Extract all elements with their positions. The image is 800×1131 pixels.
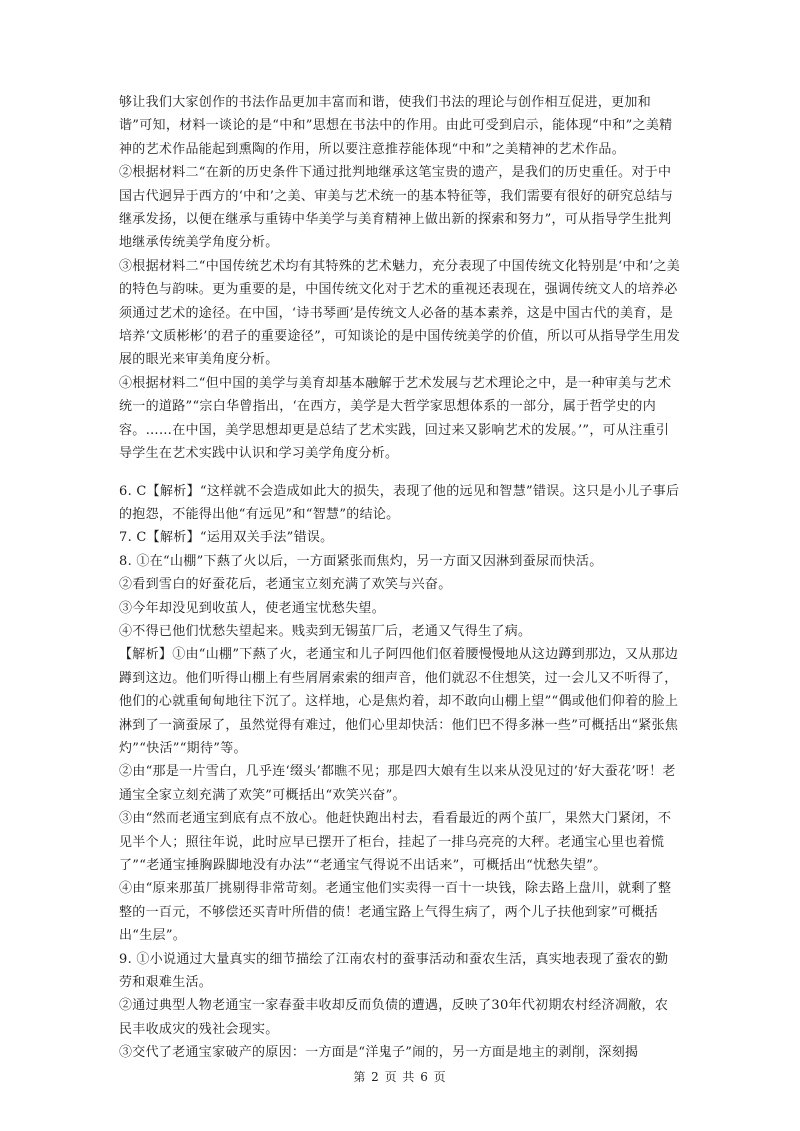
document-body xyxy=(119,91,681,1065)
analysis-8-part-4: ④由“原来那茧厂挑剔得非常苛刻。老通宝他们实卖得一百十一块钱，除去路上盘川，就剩了整整的一百元，不够偿还买青叶所借的债！老通宝路上气得生病了，两个儿子扶他到家”可概括出“生层”。 xyxy=(119,881,672,944)
answer-7: 7. C【解析】“运用双关手法”错误。 xyxy=(119,530,334,546)
paragraph-2: ②根据材料二“在新的历史条件下通过批判地继承这笔宝贵的遗产，是我们的历史重任。对于中国古代迥异于西方的‘中和’之美、审美与艺术统一的基本特征等，我们需要有很好的研究总结与继承发扬，以便在继承与重铸中华美学与美育精神上做出新的探索和努力”，可从指导学生批判地继承传统美学角度分析。 xyxy=(119,165,674,251)
paragraph-4: ④根据材料二“但中国的美学与美育却基本融解于艺术发展与艺术理论之中，是一种审美与艺术统一的道路”“宗白华曾指出，‘在西方，美学是大哲学家思想体系的一部分，属于哲学史的内容。……在中国，美学思想却更是总结了艺术实践，回过来又影响艺术的发展。’”，可从注重引导学生在艺术实践中认识和学习美学角度分析。 xyxy=(119,375,672,462)
answer-9: 9. ①小说通过大量真实的细节描绘了江南农村的蚕事活动和蚕农生活，真实地表现了蚕农的勤劳和艰难生活。 xyxy=(119,951,669,991)
answer-8-point-3: ③今年却没见到收茧人，使老通宝忧愁失望。 xyxy=(119,600,386,616)
page-number: 第 2 页 共 6 页 xyxy=(353,1070,447,1084)
answer-6: 6. C【解析】“这样就不会造成如此大的损失，表现了他的远见和智慧”错误。这只是小儿子事后的抱怨，不能得出他“有远见”和“智慧”的结论。 xyxy=(119,483,680,522)
analysis-8-part-2: ②由“那是一片雪白，几乎连‘缀头’都瞧不见；那是四大娘有生以来从没见过的’好大蚕花’呀！老通宝全家立刻充满了欢笑”可概括出“欢笑兴奋”。 xyxy=(119,764,676,803)
answer-8-point-2: ②看到雪白的好蚕花后，老通宝立刻充满了欢笑与兴奋。 xyxy=(119,577,452,593)
analysis-8-part-1: 【解析】①由“山棚”下爇了火，老通宝和儿子阿四他们伛着腰慢慢地从这边蹲到那边，又从那边蹲到这边。他们听得山棚上有些屑屑索索的细声音，他们就忍不住想笑，过一会儿又不听得了，他们的心就重甸甸地往下沉了。这样地，心是焦灼着，却不敢向山棚上望”“偶或他们仰着的脸上淋到了一滴蚕尿了，虽然觉得有难过，他们心里却快活：他们巴不得多淋一些”可概括出“紧张焦灼”“快活”“期待”等。 xyxy=(119,647,679,756)
section-gap xyxy=(119,466,681,480)
analysis-8-part-3: ③由“然而老通宝到底有点不放心。他赶快跑出村去，看看最近的两个茧厂，果然大门紧闭，不见半个人；照往年说，此时应早已摆开了柜台，挂起了一排乌亮亮的大秤。老通宝心里也着慌了”“老通宝捶胸跺脚地没有办法”“老通宝气得说不出话来”，可概括出“忧愁失望”。 xyxy=(119,811,672,873)
answer-9-point-3: ③交代了老通宝家破产的原因：一方面是“洋鬼子”闹的，另一方面是地主的剥削，深刻揭 xyxy=(119,1045,639,1061)
answer-8: 8. ①在“山棚”下爇了火以后，一方面紧张而焦灼，另一方面又因淋到蚕尿而快活。 xyxy=(119,553,603,569)
answer-8-point-4: ④不得已他们忧愁失望起来。贱卖到无锡茧厂后，老通又气得生了病。 xyxy=(119,623,532,639)
answer-9-point-2: ②通过典型人物老通宝一家春蚕丰收却反而负债的遭遇，反映了30年代初期农村经济凋敝，农民丰收成灾的残社会现实。 xyxy=(119,998,669,1037)
paragraph-3: ③根据材料二“中国传统艺术均有其特殊的艺术魅力，充分表现了中国传统文化特别是‘中和’之美的特色与韵味。更为重要的是，中国传统文化对于艺术的重视还表现在，强调传统文人的培养必须通过艺术的途径。在中国，‘诗书琴画’是传统文人必备的基本素养，这是中国古代的美育，是培养‘文质彬彬’的君子的重要途径”，可知谈论的是中国传统美学的价值，所以可从指导学生用发展的眼光来审美角度分析。 xyxy=(119,258,681,368)
paragraph-1: 够让我们大家创作的书法作品更加丰富而和谐，使我们书法的理论与创作相互促进，更加和谐”可知，材料一谈论的是“中和”思想在书法中的作用。由此可受到启示，能体现“中和”之美精神的艺术作品能起到熏陶的作用，所以要注意推荐能体现“中和”之美精神的艺术作品。 xyxy=(119,95,673,157)
